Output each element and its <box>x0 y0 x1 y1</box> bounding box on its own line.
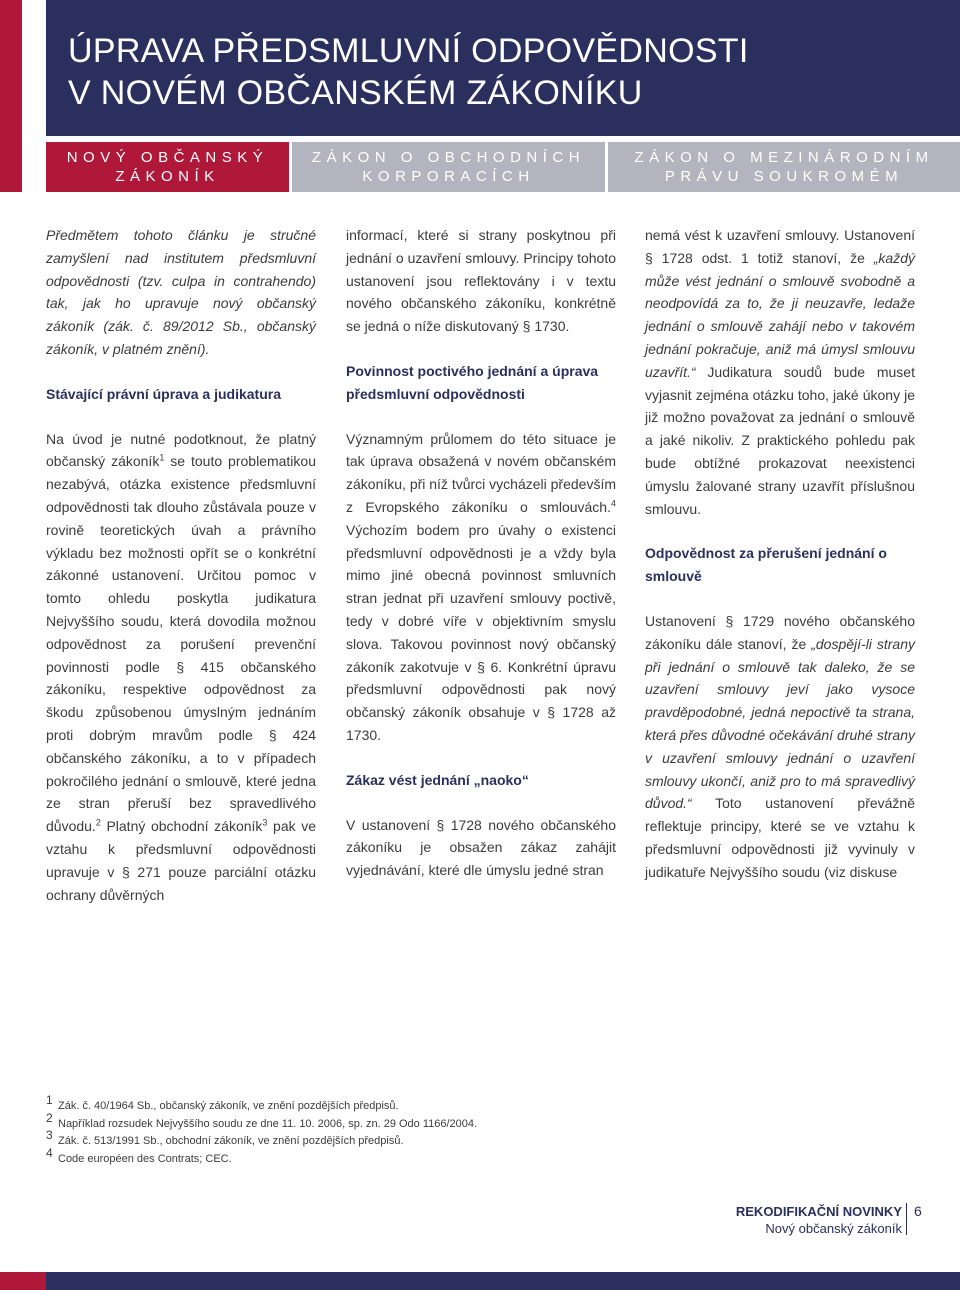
tab-novy-obcansky-zakonik[interactable] <box>46 142 289 192</box>
footnote-text: Zák. č. 40/1964 Sb., občanský zákoník, ve znění pozdějších předpisů. <box>58 1100 399 1112</box>
page-title <box>68 30 928 114</box>
paragraph-sham-negotiation: V ustanovení § 1728 nového občanského zákoníku je obsažen zákaz zahájit vyjednávání, které dle úmyslu jedné stran <box>346 816 616 879</box>
page-title-line-1: ÚPRAVA PŘEDSMLUVNÍ ODPOVĚDNOSTI <box>68 32 749 70</box>
footer-brand-title: REKODIFIKAČNÍ NOVINKY <box>735 1204 902 1219</box>
footnote-ref-3[interactable]: 3 <box>262 817 268 828</box>
text-run: Na úvod je nutné podotknout, že platný občanský zákoník <box>46 430 316 470</box>
footnote-text: Zák. č. 513/1991 Sb., obchodní zákoník, ve znění pozdějších předpisů. <box>58 1135 404 1147</box>
tab-zakon-o-obchodnich-korporacich[interactable] <box>292 142 605 192</box>
footnote-item <box>46 1145 746 1169</box>
footnote-number: 2 <box>46 1110 53 1125</box>
page-number: 6 <box>914 1203 922 1219</box>
left-accent-bar <box>0 0 22 192</box>
footnote-text: Code européen des Contrats; CEC. <box>58 1152 232 1165</box>
text-run: Významným průlomem do této situace je tak úprava obsažená v novém občanském zákoníku, při níž tvůrci vycházeli především z Evropského zákoníku o smlouvách. <box>346 430 616 515</box>
bottom-band <box>0 1272 960 1290</box>
section-heading-sham-negotiation: Zákaz vést jednání „naoko“ <box>346 771 529 788</box>
footer-brand <box>736 1203 902 1237</box>
paragraph-confidential-info: informací, které si strany poskytnou při jednání o uzavření smlouvy. Principy tohoto ustanovení jsou reflektovány i v textu nového občanského zákoníku, konkrétně se jedná o níže diskutovaný § 1730. <box>346 227 616 335</box>
article-column-1 <box>46 224 316 906</box>
text-run: Ustanovení § 1729 nového občanského zákoníku dále stanoví, že <box>645 612 915 652</box>
section-heading-good-faith: Povinnost poctivého jednání a úprava předsmluvní odpovědnosti <box>346 362 599 402</box>
footnote-item <box>46 1110 746 1134</box>
footer-divider <box>906 1203 907 1235</box>
article-intro: Předmětem tohoto článku je stručné zamyšlení nad institutem předsmluvní odpovědnosti (tzv. culpa in contrahendo) tak, jak ho upravuje nový občanský zákoník (zák. č. 89/2012 Sb., občanský zákoník, v platném znění). <box>46 227 316 357</box>
text-run: Toto ustanovení převážně reflektuje principy, které se ve vztahu k předsmluvní odpovědnosti již vyvinuly v judikatuře Nejvyššího soudu (viz diskuse <box>645 795 915 880</box>
tab-label-line-1: ZÁKON O OBCHODNÍCH <box>311 149 586 166</box>
footnotes <box>46 1093 746 1168</box>
footnote-item <box>46 1093 746 1116</box>
paragraph-section-1729 <box>645 610 915 884</box>
statute-quote: „každý může vést jednání o smlouvě svobodně a neodpovídá za to, že ji neuzavře, ledaže jednání o smlouvě zahájí nebo v takovém jednání pokračuje, aniž má úmysl smlouvu uzavřít.“ <box>645 249 915 380</box>
paragraph-section-1728 <box>645 224 915 520</box>
text-run: Platný obchodní zákoník <box>100 818 263 835</box>
footnote-number: 4 <box>46 1145 53 1160</box>
page-title-line-2: V NOVÉM OBČANSKÉM ZÁKONÍKU <box>68 74 643 112</box>
statute-quote: „dospějí-li strany při jednání o smlouvě tak daleko, že se uzavření smlouvy jeví jako vysoce pravděpodobné, jedná nepoctivě ta strana, která přes důvodné očekávání druhé strany v uzavření smlouvy jednání o uzavření smlouvy ukončí, aniž pro to má spravedlivý důvod.“ <box>645 635 916 812</box>
tab-label-line-2: KORPORACÍCH <box>362 168 535 185</box>
tab-label-line-1: NOVÝ OBČANSKÝ <box>66 149 269 166</box>
article-column-3 <box>645 224 915 884</box>
footnote-text: Například rozsudek Nejvyššího soudu ze dne 11. 10. 2006, sp. zn. 29 Odo 1166/2004. <box>58 1117 478 1130</box>
footnote-number: 1 <box>46 1093 53 1107</box>
footnote-ref-2[interactable]: 2 <box>95 817 101 828</box>
bottom-accent <box>0 1272 46 1290</box>
article-column-2 <box>346 224 616 882</box>
tab-label-line-2: ZÁKONÍK <box>115 168 220 185</box>
footnote-number: 3 <box>46 1128 53 1142</box>
tab-zakon-o-mezinarodnim-pravu-soukromem[interactable] <box>608 142 960 192</box>
section-heading-termination-liability: Odpovědnost za přerušení jednání o smlouvě <box>645 545 887 585</box>
paragraph-good-faith <box>346 428 616 747</box>
text-run: nemá vést k uzavření smlouvy. Ustanovení § 1728 odst. 1 totiž stanoví, že <box>645 227 915 266</box>
footnote-item <box>46 1128 746 1151</box>
section-heading-current-law: Stávající právní úprava a judikatura <box>46 385 281 402</box>
text-run: Výchozím bodem pro úvahy o existenci předsmluvní odpovědnosti je a vždy byla mimo jiné obecná povinnost smluvních stran jednat při uzavření smlouvy poctivě, tedy v dobré víře v objektivním smyslu slova. Takovou povinnost nový občanský zákoník zakotvuje v § 6. Konkrétní úpravu předsmluvní odpovědnosti pak nový občanský zákoník obsahuje v § 1728 až 1730. <box>346 521 616 743</box>
footer-brand-subtitle: Nový občanský zákoník <box>765 1221 902 1236</box>
footnote-ref-4[interactable]: 4 <box>610 498 616 509</box>
footnote-ref-1[interactable]: 1 <box>159 452 165 463</box>
text-run: se touto problematikou nezabývá, otázka existence předsmluvní odpovědnosti tak dlouho zůstávala pouze v rovině teoretických úvah a právního výkladu bez možnosti opřít se o konkrétní zákonné ustanovení. Určitou pomoc v tomto ohledu poskytla judikatura Nejvyššího soudu, která dovodila možnou odpovědnost za porušení prevenční povinnosti podle § 415 občanského zákoníku, respektive odpovědnost za škodu způsobenou úmyslným jednáním proti dobrým mravům podle § 424 občanského zákoníku, a to v případech pokročilého jednání o smlouvě, které jedna ze stran přeruší bez spravedlivého důvodu. <box>46 453 316 835</box>
tab-label-line-2: PRÁVU SOUKROMÉM <box>664 168 904 185</box>
text-run: Judikatura soudů bude muset vyjasnit zejména otázku toho, jaké úkony je již možno považovat za jednání o smlouvě a jaké nikoliv. Z praktického pohledu pak bude obtížné prokazovat neexistenci úmyslu žalované strany uzavřít příslušnou smlouvu. <box>645 363 915 517</box>
tab-label-line-1: ZÁKON O MEZINÁRODNÍM <box>634 149 934 166</box>
paragraph-current-law <box>46 428 316 907</box>
text-run: pak ve vztahu k předsmluvní odpovědnosti upravuje v § 271 pouze parciální otázku ochrany důvěrných <box>46 818 317 903</box>
